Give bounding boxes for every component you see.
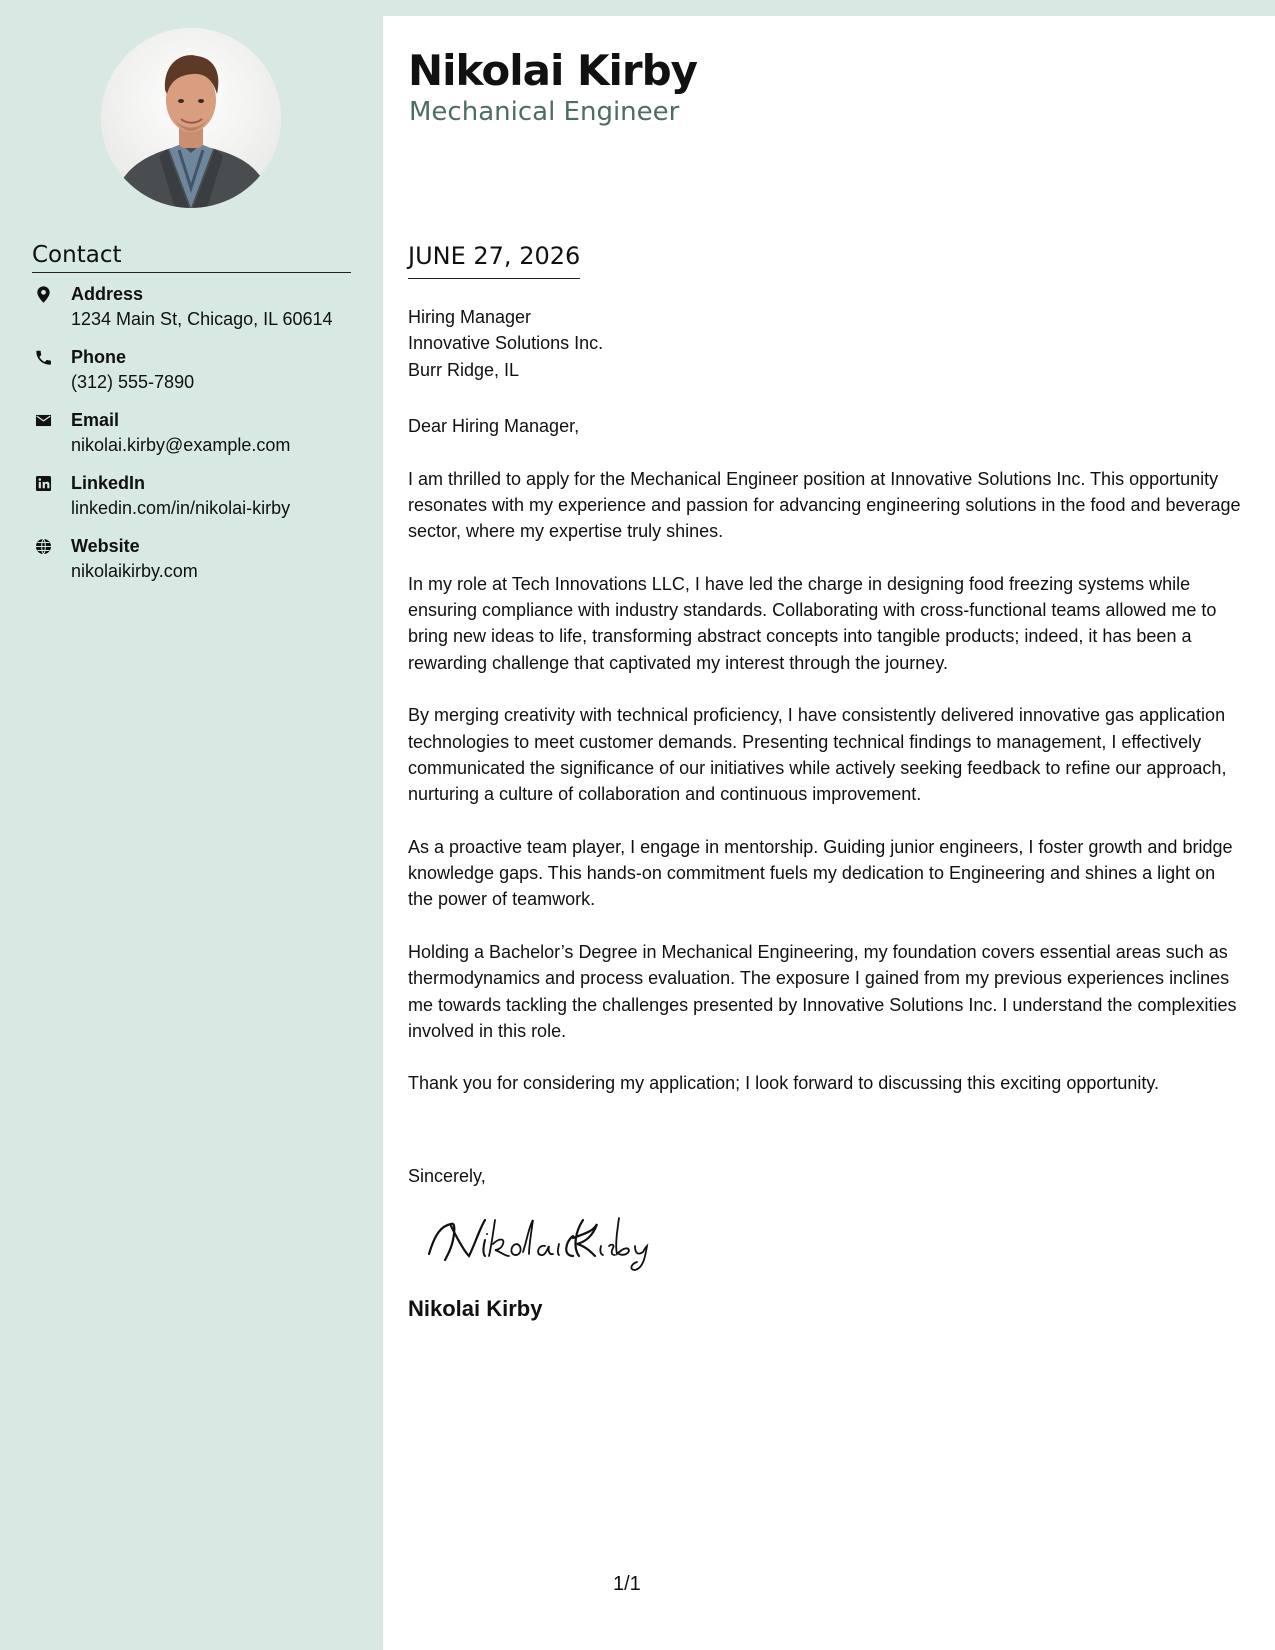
- contact-label: Website: [71, 536, 140, 556]
- profile-photo: [101, 28, 281, 208]
- contact-item-address: [32, 283, 362, 346]
- address-value: 1234 Main St, Chicago, IL 60614: [71, 309, 333, 329]
- linkedin-icon: [34, 474, 53, 493]
- contact-item-email: [32, 409, 362, 472]
- contact-label: Email: [71, 410, 120, 430]
- body-paragraph: By merging creativity with technical proficiency, I have consistently delivered innovative gas application technologies to meet customer demands. Presenting technical findings to management, I effectively communicated the significance of our initiatives while actively seeking feedback to refine our approach, nurturing a culture of collaboration and continuous improvement.: [408, 705, 1227, 805]
- applicant-name: Nikolai Kirby: [408, 46, 698, 95]
- letter-body: [408, 413, 1243, 1123]
- contact-item-website: [32, 535, 362, 598]
- closing: Sincerely,: [408, 1166, 486, 1186]
- contact-heading: Contact: [32, 240, 351, 273]
- recipient-line: Burr Ridge, IL: [408, 359, 520, 380]
- phone-icon: [34, 348, 53, 367]
- contact-list: [32, 283, 362, 598]
- website-value[interactable]: nikolaikirby.com: [71, 561, 198, 581]
- body-paragraph: As a proactive team player, I engage in mentorship. Guiding junior engineers, I foster growth and bridge knowledge gaps. This hands-on commitment fuels my dedication to Engineering and shines a light on the power of teamwork.: [408, 836, 1233, 910]
- recipient-block: [408, 304, 603, 383]
- letter-page: [383, 16, 1275, 1650]
- contact-label: LinkedIn: [71, 473, 146, 493]
- globe-icon: [34, 537, 53, 556]
- location-pin-icon: [34, 285, 53, 304]
- contact-item-linkedin: [32, 472, 362, 535]
- body-paragraph: Thank you for considering my application; I look forward to discussing this exciting opportunity.: [408, 1073, 1160, 1094]
- handwritten-signature: [423, 1206, 663, 1276]
- letter-date: JUNE 27, 2026: [408, 240, 580, 279]
- body-paragraph: I am thrilled to apply for the Mechanical Engineer position at Innovative Solutions Inc. This opportunity resonates with my experience and passion for advancing engineering solutions in the food and beverage sector, where my expertise truly shines.: [408, 468, 1241, 542]
- salutation: Dear Hiring Manager,: [408, 416, 580, 436]
- contact-item-phone: [32, 346, 362, 409]
- email-value[interactable]: nikolai.kirby@example.com: [71, 435, 291, 455]
- phone-value: (312) 555-7890: [71, 372, 195, 392]
- sidebar: [0, 0, 383, 1650]
- body-paragraph: In my role at Tech Innovations LLC, I have led the charge in designing food freezing systems while ensuring compliance with industry standards. Collaborating with cross-functional teams allowed me to bring new ideas to life, transforming abstract concepts into tangible products; indeed, it has been a rewarding challenge that captivated my interest through the journey.: [408, 573, 1217, 673]
- signer-name: Nikolai Kirby: [408, 1296, 543, 1321]
- job-title: Mechanical Engineer: [409, 97, 680, 127]
- contact-label: Phone: [71, 347, 127, 367]
- page-number: 1/1: [613, 1573, 641, 1595]
- contact-label: Address: [71, 284, 144, 304]
- linkedin-value[interactable]: linkedin.com/in/nikolai-kirby: [71, 498, 291, 518]
- recipient-line: Innovative Solutions Inc.: [408, 333, 604, 354]
- envelope-icon: [34, 411, 53, 430]
- recipient-line: Hiring Manager: [408, 307, 532, 327]
- body-paragraph: Holding a Bachelor’s Degree in Mechanical Engineering, my foundation covers essential areas such as thermodynamics and process evaluation. The exposure I gained from my previous experiences inclines me towards tackling the challenges presented by Innovative Solutions Inc. I understand the complexities involved in this role.: [408, 941, 1237, 1041]
